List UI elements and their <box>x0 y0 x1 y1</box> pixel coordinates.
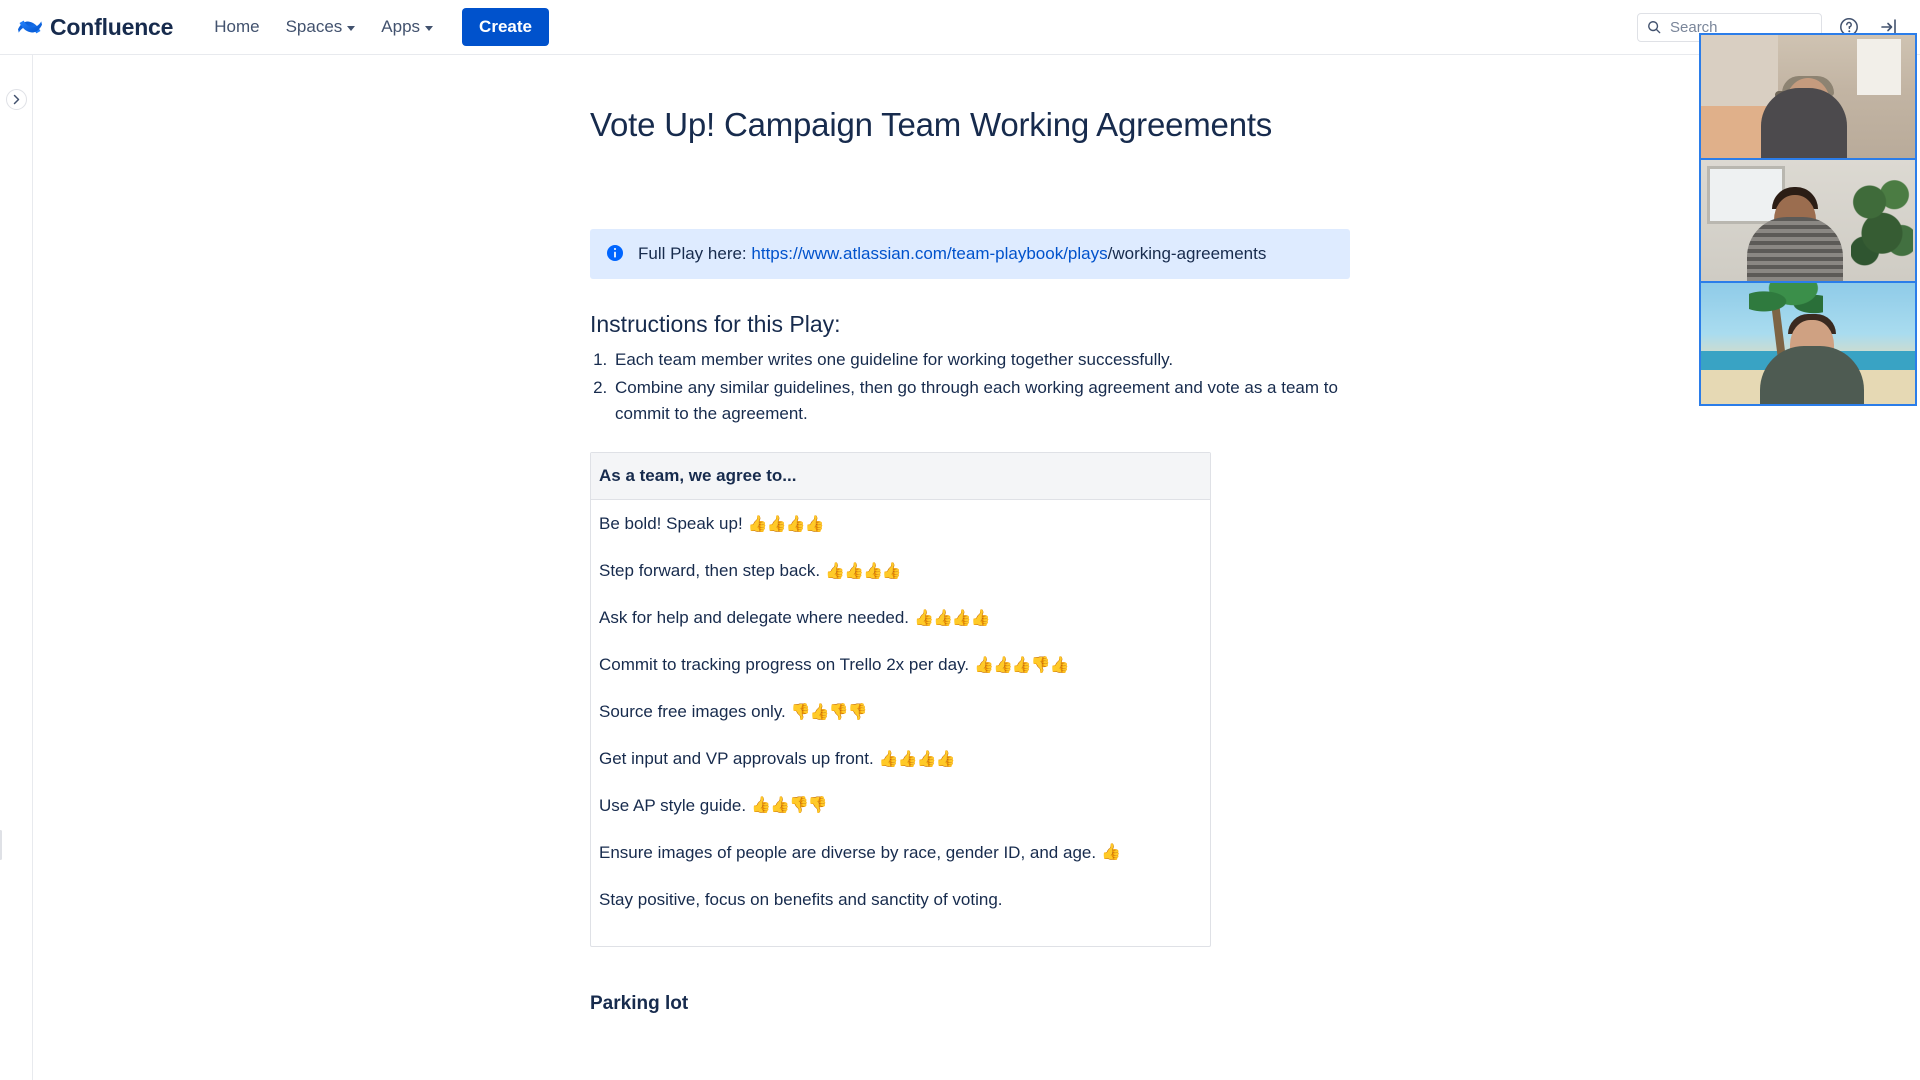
video-tile-participant-1[interactable] <box>1701 35 1915 158</box>
create-button[interactable]: Create <box>462 8 549 46</box>
vote-badges[interactable]: 👍 <box>1101 844 1120 862</box>
info-panel-link-suffix: /working-agreements <box>1107 243 1267 263</box>
video-call-panel[interactable] <box>1699 33 1917 406</box>
table-row <box>599 607 1202 630</box>
background-plant <box>1851 176 1913 280</box>
nav-item-spaces[interactable] <box>275 10 367 44</box>
sidebar-rail <box>0 55 33 1080</box>
table-row <box>599 654 1202 677</box>
table-row <box>599 795 1202 818</box>
working-agreements-table <box>590 452 1211 946</box>
parking-lot-heading: Parking lot <box>590 992 689 1014</box>
vote-badges[interactable]: 👍👍👍👍 <box>825 562 901 580</box>
search-icon <box>1647 20 1661 34</box>
table-header: As a team, we agree to... <box>591 453 1210 500</box>
participant-body <box>1761 88 1847 158</box>
vote-badges[interactable]: 👍👍👍👎👍 <box>974 656 1069 674</box>
agreement-text: Use AP style guide. <box>599 795 747 815</box>
nav-item-label: Spaces <box>285 17 343 36</box>
agreement-text: Be bold! Speak up! <box>599 514 743 534</box>
nav-item-label: Apps <box>381 17 421 36</box>
agreement-text: Commit to tracking progress on Trello 2x per day. <box>599 655 970 674</box>
product-name: Confluence <box>50 13 174 40</box>
page-inner <box>590 55 1350 1015</box>
info-panel-text <box>638 243 1266 265</box>
participant-body <box>1747 217 1843 281</box>
instructions-heading: Instructions for this Play: <box>590 310 841 337</box>
confluence-logo[interactable] <box>18 14 173 41</box>
instructions-list <box>590 347 1350 427</box>
confluence-logo-icon <box>18 15 42 39</box>
vote-badges[interactable]: 👍👍👎👎 <box>751 797 827 815</box>
info-icon <box>606 244 624 262</box>
vote-badges[interactable]: 👎👍👎👎 <box>790 703 867 721</box>
background-window <box>1707 166 1785 224</box>
agreement-text: Stay positive, focus on benefits and sanctity of voting. <box>599 889 1003 909</box>
table-row <box>599 701 1202 724</box>
nav-item-home[interactable] <box>203 10 270 44</box>
vote-badges[interactable]: 👍👍👍👍 <box>878 750 955 768</box>
chevron-down-icon <box>425 26 433 31</box>
chevron-right-icon <box>12 94 21 105</box>
table-row <box>599 513 1202 536</box>
vote-badges[interactable]: 👍👍👍👍 <box>747 515 824 533</box>
video-tile-participant-2[interactable] <box>1701 158 1915 281</box>
info-panel-prefix: Full Play here: <box>638 243 752 263</box>
vote-badges[interactable]: 👍👍👍👍 <box>914 609 990 627</box>
agreement-text: Ensure images of people are diverse by race, gender ID, and age. <box>599 842 1097 862</box>
nav-item-label: Home <box>214 17 260 36</box>
page-title: Vote Up! Campaign Team Working Agreements <box>590 106 1273 143</box>
expand-sidebar-button[interactable] <box>6 89 27 110</box>
agreement-text: Step forward, then step back. <box>599 561 821 581</box>
chevron-down-icon <box>347 26 355 31</box>
nav-item-apps[interactable] <box>370 10 444 44</box>
list-item: 2. Combine any similar guidelines, then go through each working agreement and vote as a team to commit to the agreement. <box>612 375 1350 426</box>
video-tile-participant-3[interactable] <box>1701 281 1915 404</box>
list-item: 1. Each team member writes one guideline for working together successfully. <box>612 347 1350 373</box>
table-row <box>599 748 1202 771</box>
table-row <box>599 560 1202 583</box>
table-row <box>599 889 1202 912</box>
table-body <box>591 500 1210 945</box>
table-row <box>599 842 1202 865</box>
agreement-text: Source free images only. <box>599 701 786 721</box>
full-play-link[interactable]: https://www.atlassian.com/team-playbook/plays <box>751 243 1108 263</box>
agreement-text: Ask for help and delegate where needed. <box>599 608 910 628</box>
primary-nav <box>203 8 549 46</box>
info-panel <box>590 229 1350 279</box>
background-window <box>1857 39 1901 95</box>
agreement-text: Get input and VP approvals up front. <box>599 748 874 768</box>
sidebar-resize-handle[interactable] <box>0 830 2 860</box>
page-content <box>33 55 1920 1080</box>
top-navigation-bar <box>0 0 1920 55</box>
